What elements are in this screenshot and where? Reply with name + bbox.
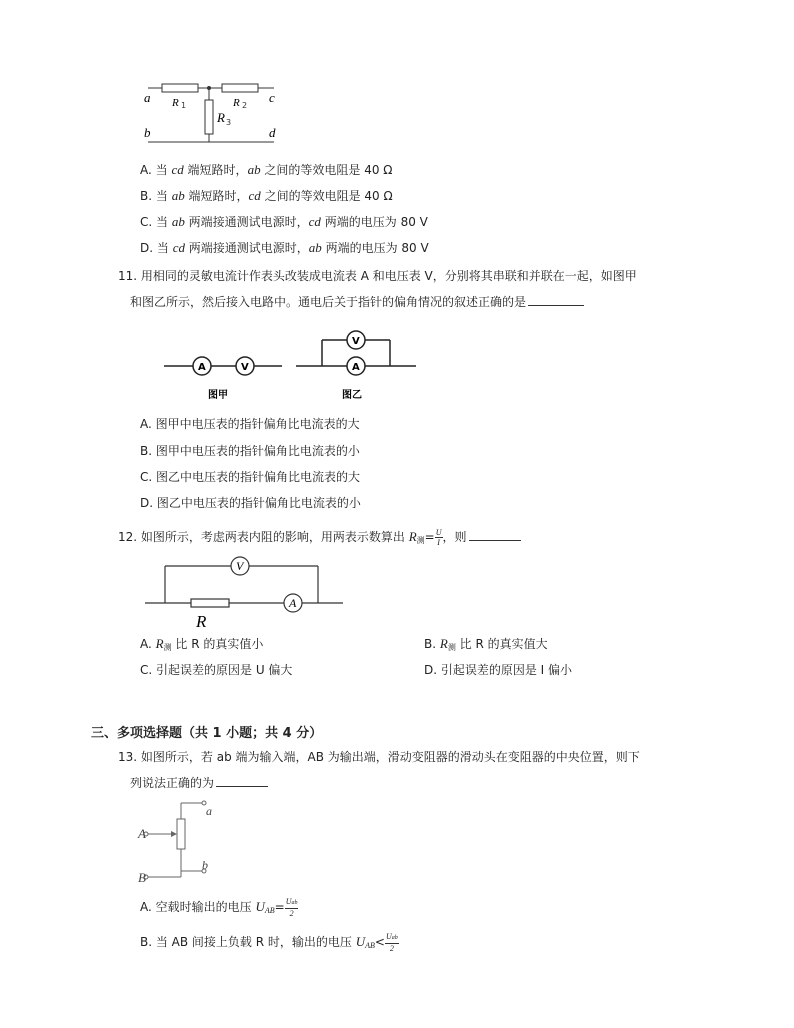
q10-d-v2: ab (308, 240, 322, 255)
q12-stem (118, 528, 521, 549)
q10-option-c[interactable] (140, 214, 428, 230)
q12-equals: = (424, 530, 435, 544)
meter-v-label-fig-a: V (241, 362, 249, 373)
q13-b-frac-den: 2 (389, 944, 394, 953)
r-label-fig12: R (196, 612, 207, 631)
meter-a-label-fig-b: A (352, 362, 360, 373)
q13-b-pre: B. 当 AB 间接上负载 R 时，输出的电压 (140, 935, 356, 949)
q12-a-pre: A. (140, 637, 156, 651)
resistor-network-figure (140, 78, 290, 152)
q11-stem-line2 (130, 293, 584, 310)
q13-a-frac-u: U (285, 897, 292, 906)
terminal-d-label: d (269, 125, 276, 140)
fig13-B-label: B (138, 870, 146, 885)
q11-answer-blank[interactable] (528, 293, 584, 306)
q13-a-frac-num (285, 897, 299, 909)
q12-frac-num: U (435, 528, 442, 537)
q12-stem-post: ，则 (442, 530, 467, 544)
q10-option-b[interactable] (140, 188, 393, 204)
terminal-a-label: a (144, 90, 151, 105)
q10-d-v1: cd (172, 240, 185, 255)
q10-c-post: 两端的电压为 80 V (320, 215, 428, 229)
q13-stem-text: 列说法正确的为 (130, 776, 215, 790)
q13-option-a[interactable] (140, 897, 298, 919)
q12-fraction (435, 528, 443, 547)
fig13-A-label: A (138, 826, 146, 841)
q10-c-pre: C. 当 (140, 215, 172, 229)
ammeter-voltmeter-figures (160, 326, 422, 402)
ammeter-label-fig12: A (289, 596, 297, 610)
q13-b-u-sub: AB (365, 941, 375, 950)
q10-c-mid: 两端接通测试电源时， (184, 215, 309, 229)
q13-a-fraction (285, 897, 299, 918)
q13-b-u: U (355, 934, 366, 949)
q12-answer-blank[interactable] (469, 528, 521, 541)
q11-option-d[interactable]: D. 图乙中电压表的指针偏角比电流表的小 (140, 496, 361, 510)
terminal-b-label: b (144, 125, 151, 140)
q13-b-fraction (385, 932, 399, 953)
fig-a-caption: 图甲 (208, 390, 228, 401)
q13-answer-blank[interactable] (216, 774, 268, 787)
resistor-r2 (222, 84, 258, 92)
q12-option-a[interactable] (140, 636, 263, 656)
q11-option-a[interactable]: A. 图甲中电压表的指针偏角比电流表的大 (140, 417, 360, 431)
r1-subscript: 1 (181, 101, 187, 110)
q13-a-u: U (255, 899, 265, 914)
r3-label: R (217, 110, 225, 125)
q12-stem-pre: 12. 如图所示，考虑两表内阻的影响，用两表示数算出 (118, 530, 409, 544)
q10-option-a[interactable] (140, 162, 392, 178)
q10-a-v2: ab (247, 162, 261, 177)
fig13-b-label: b (202, 858, 208, 872)
q13-a-u-sub: AB (264, 906, 275, 915)
q13-b-frac-num (385, 932, 399, 944)
q11-stem-line1: 11. 用相同的灵敏电流计作表头改装成电流表 A 和电压表 V，分别将其串联和并联在一起，如图甲 (118, 269, 637, 283)
r2-subscript: 2 (242, 101, 248, 110)
r1-label: R (172, 97, 179, 109)
q10-d-pre: D. 当 (140, 241, 173, 255)
q12-a-r: R (155, 636, 164, 651)
q10-a-v1: cd (171, 162, 184, 177)
rheostat (177, 819, 185, 849)
meter-v-label-fig-b: V (352, 336, 360, 347)
q13-option-b[interactable] (140, 932, 399, 954)
q10-b-mid: 端短路时， (184, 189, 249, 203)
q10-a-mid: 端短路时， (183, 163, 248, 177)
q10-d-mid: 两端接通测试电源时， (184, 241, 309, 255)
rheostat-divider-figure (136, 795, 216, 887)
q10-c-v2: cd (308, 214, 321, 229)
q13-a-pre: A. 空载时输出的电压 (140, 900, 256, 914)
q10-a-post: 之间的等效电阻是 40 Ω (260, 163, 393, 177)
q13-a-eq: = (274, 900, 285, 914)
resistor-r-fig12 (191, 599, 229, 607)
r3-subscript: 3 (226, 118, 232, 127)
q13-b-frac-u: U (385, 932, 392, 941)
q12-option-d[interactable]: D. 引起误差的原因是 I 偏小 (424, 663, 573, 677)
q11-option-c[interactable]: C. 图乙中电压表的指针偏角比电流表的大 (140, 470, 361, 484)
resistor-r1 (162, 84, 198, 92)
q10-b-v2: cd (248, 188, 261, 203)
q11-option-b[interactable]: B. 图甲中电压表的指针偏角比电流表的小 (140, 444, 360, 458)
q10-b-post: 之间的等效电阻是 40 Ω (260, 189, 393, 203)
q12-r-symbol: R (408, 529, 417, 544)
fig13-a-label: a (206, 804, 212, 818)
q12-b-r-sub: 测 (447, 643, 456, 652)
q10-b-v1: ab (171, 188, 185, 203)
q12-circuit-figure (145, 553, 345, 631)
q10-a-pre: A. 当 (140, 163, 172, 177)
resistor-r3 (205, 100, 213, 134)
terminal-c-label: c (269, 90, 275, 105)
q12-a-r-sub: 测 (163, 643, 172, 652)
q12-b-post: 比 R 的真实值大 (455, 637, 548, 651)
q12-frac-den: I (437, 538, 440, 547)
voltmeter-label-fig12: V (236, 559, 244, 573)
fig-b-caption: 图乙 (342, 390, 362, 401)
q12-b-r: R (439, 636, 448, 651)
q13-b-lt: < (374, 935, 385, 949)
q12-option-b[interactable] (424, 636, 548, 656)
q13-stem-line1: 13. 如图所示，若 ab 端为输入端，AB 为输出端，滑动变阻器的滑动头在变阻器的中央位置，则下 (118, 750, 640, 764)
q12-b-pre: B. (424, 637, 440, 651)
section-heading-multiple-choice: 三、多项选择题（共 1 小题；共 4 分） (91, 726, 323, 741)
q13-b-frac-sub: ab (391, 935, 398, 941)
q13-stem-line2 (130, 774, 268, 791)
q13-a-frac-den: 2 (289, 909, 294, 918)
q12-option-c[interactable]: C. 引起误差的原因是 U 偏大 (140, 663, 293, 677)
q12-a-post: 比 R 的真实值小 (171, 637, 264, 651)
r2-label: R (233, 97, 240, 109)
meter-a-label-fig-a: A (198, 362, 206, 373)
q11-stem-text: 和图乙所示，然后接入电路中。通电后关于指针的偏角情况的叙述正确的是 (130, 295, 527, 309)
q10-d-post: 两端的电压为 80 V (321, 241, 429, 255)
q12-r-subscript: 测 (416, 536, 425, 545)
q10-c-v1: ab (171, 214, 185, 229)
q10-option-d[interactable] (140, 240, 429, 256)
q10-b-pre: B. 当 (140, 189, 172, 203)
q13-a-frac-sub: ab (291, 900, 298, 906)
